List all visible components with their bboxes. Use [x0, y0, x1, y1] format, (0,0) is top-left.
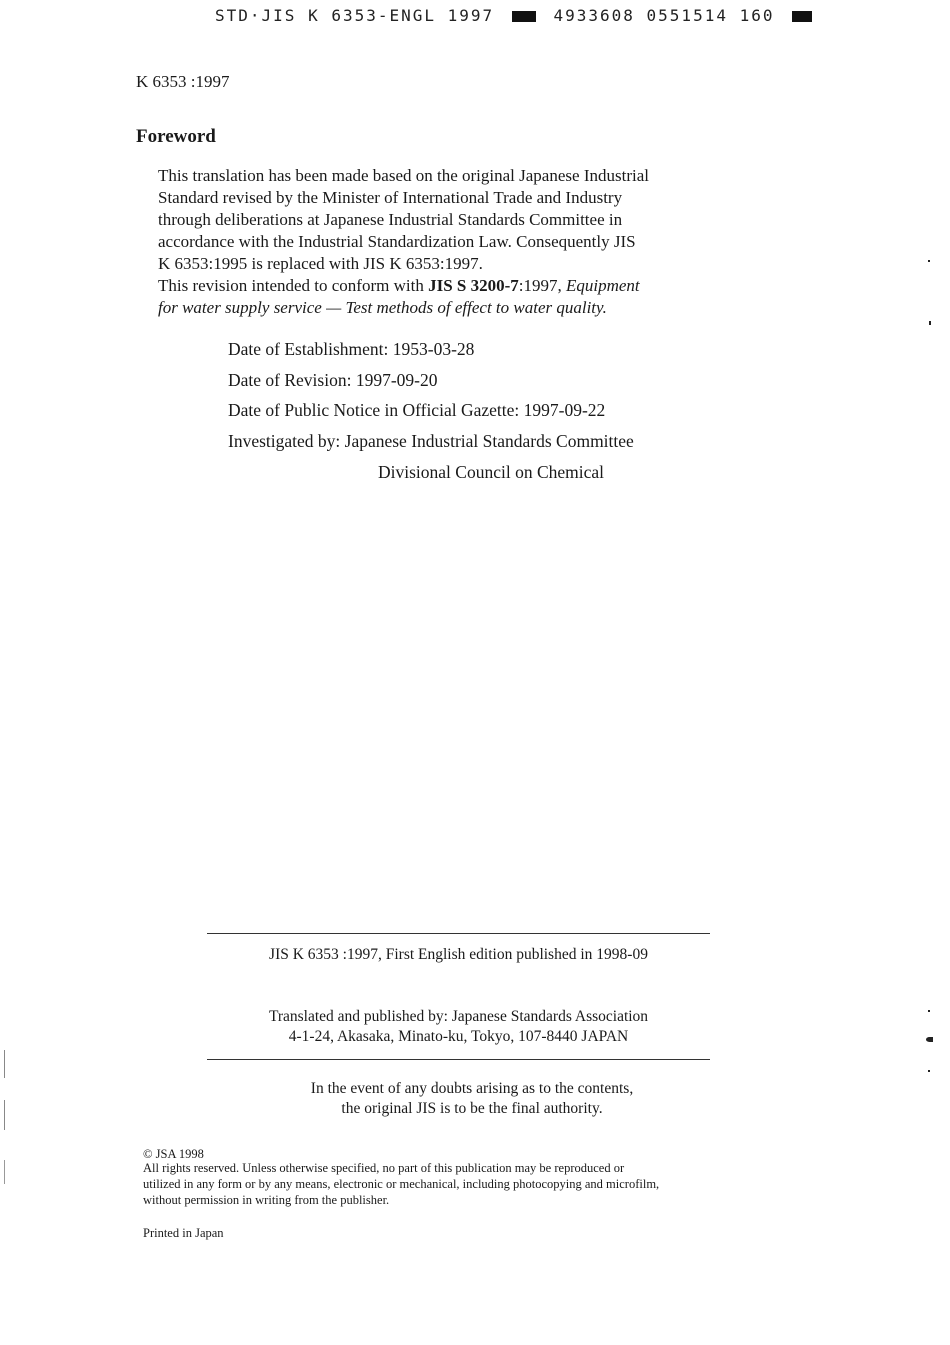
- dates-block: [228, 339, 634, 461]
- conform-line-2: [158, 297, 778, 319]
- rights-line: All rights reserved. Unless otherwise specified, no part of this publication may be reproduced or: [143, 1161, 625, 1175]
- conform-title-part1: Equipment: [566, 276, 640, 295]
- stamp-middle-text: 4933608 0551514 160: [553, 6, 775, 25]
- copyright-line: © JSA 1998: [143, 1147, 204, 1161]
- foreword-line: accordance with the Industrial Standardization Law. Consequently JIS: [158, 232, 636, 251]
- stamp-left-text: STD·JIS K 6353-ENGL 1997: [215, 6, 495, 25]
- doubt-statement-line2: the original JIS is to be the final authority.: [341, 1100, 603, 1117]
- date-of-public-notice: Date of Public Notice in Official Gazette: 1997-09-22: [228, 400, 606, 420]
- scan-speck: [928, 260, 930, 262]
- date-of-establishment: Date of Establishment: 1953-03-28: [228, 339, 475, 359]
- divider-rule-top: [207, 933, 710, 934]
- doubt-statement-line1: In the event of any doubts arising as to the contents,: [310, 1080, 634, 1097]
- rights-line: utilized in any form or by any means, electronic or mechanical, including photocopying and microfilm,: [143, 1177, 660, 1191]
- scan-edge-line: [4, 1050, 5, 1078]
- printed-in-line: Printed in Japan: [143, 1226, 224, 1240]
- scan-edge-line: [4, 1100, 5, 1130]
- conform-year: :1997,: [518, 276, 566, 295]
- scan-speck: [929, 321, 931, 325]
- conform-line: [158, 275, 778, 297]
- foreword-paragraph: [158, 165, 778, 319]
- divisional-council: Divisional Council on Chemical: [378, 462, 605, 482]
- rights-line: without permission in writing from the publisher.: [143, 1193, 390, 1207]
- publisher-line: Translated and published by: Japanese Standards Association: [268, 1008, 649, 1025]
- foreword-line: K 6353:1995 is replaced with JIS K 6353:1997.: [158, 254, 483, 273]
- black-block-mark: [512, 11, 536, 22]
- scan-speck: [928, 1010, 930, 1012]
- scan-speck: [928, 1070, 930, 1072]
- investigated-by: Investigated by: Japanese Industrial Standards Committee: [228, 430, 634, 451]
- foreword-line: This translation has been made based on the original Japanese Industrial: [158, 166, 649, 185]
- document-number: K 6353 :1997: [136, 72, 230, 91]
- black-block-mark-end: [792, 11, 812, 22]
- conform-prefix: This revision intended to conform with: [158, 276, 429, 295]
- edition-line: JIS K 6353 :1997, First English edition published in 1998-09: [269, 946, 648, 963]
- foreword-heading: Foreword: [136, 126, 216, 147]
- address-line: 4-1-24, Akasaka, Minato-ku, Tokyo, 107-8440 JAPAN: [288, 1028, 629, 1045]
- scan-speck: [926, 1037, 933, 1042]
- foreword-line: through deliberations at Japanese Industrial Standards Committee in: [158, 210, 623, 229]
- foreword-line: Standard revised by the Minister of International Trade and Industry: [158, 188, 623, 207]
- conform-standard: JIS S 3200-7: [428, 276, 519, 295]
- conform-title-part2: for water supply service — Test methods of effect to water quality.: [158, 298, 607, 317]
- divider-rule-bottom: [207, 1059, 710, 1060]
- scan-edge-line: [4, 1160, 5, 1184]
- scan-header-stamp: [215, 6, 818, 25]
- date-of-revision: Date of Revision: 1997-09-20: [228, 369, 438, 390]
